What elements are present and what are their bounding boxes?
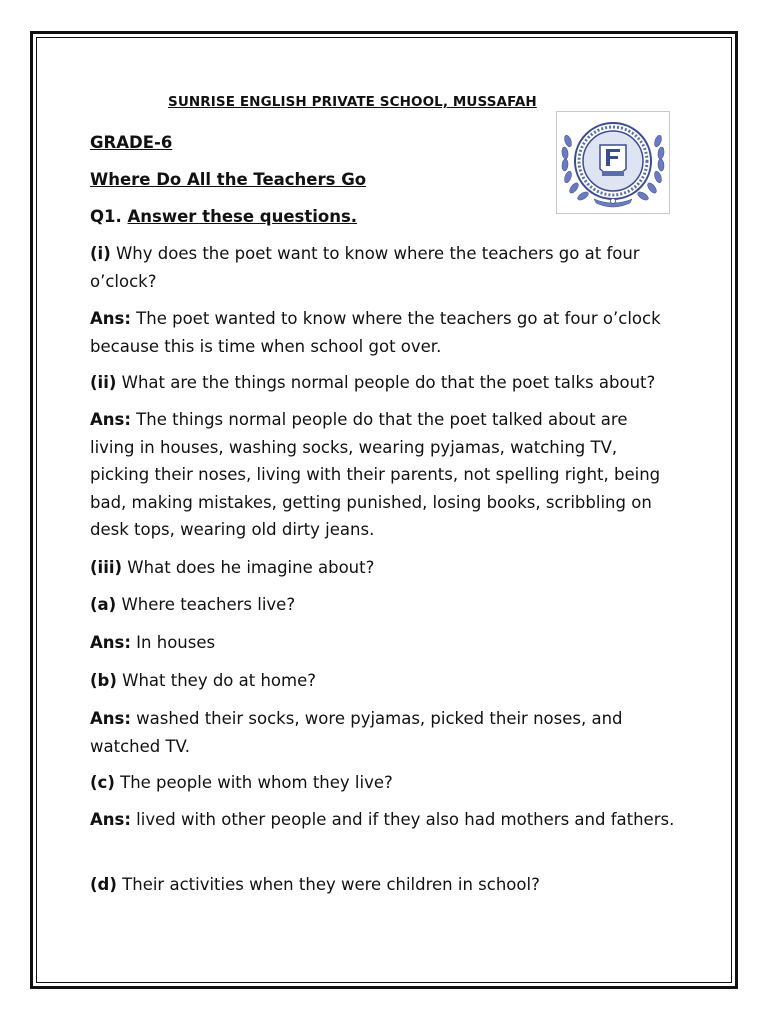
question-text: The people with whom they live? [114, 773, 393, 792]
question-text: Where teachers live? [116, 595, 296, 614]
answer-label: Ans: [90, 410, 131, 429]
answer-label: Ans: [90, 633, 131, 652]
answer-text: In houses [130, 633, 216, 652]
q1-instruction: Answer these questions. [127, 207, 358, 226]
school-crest-icon [556, 111, 670, 214]
question-ii [90, 369, 675, 397]
question-number: (b) [90, 671, 117, 690]
answer-i [90, 305, 675, 360]
question-text: What they do at home? [116, 671, 317, 690]
lesson-title: Where Do All the Teachers Go [90, 170, 367, 189]
answer-b [90, 705, 675, 760]
question-text: What are the things normal people do that the poet talks about? [116, 373, 656, 392]
crest-book [602, 171, 624, 176]
question-text: Their activities when they were children in school? [116, 875, 540, 894]
school-name: SUNRISE ENGLISH PRIVATE SCHOOL, MUSSAFAH [168, 94, 537, 110]
answer-text: The poet wanted to know where the teachers go at four o’clock because this is time when school got over. [90, 309, 661, 356]
answer-ii [90, 406, 675, 544]
question-number: (c) [90, 773, 115, 792]
answer-label: Ans: [90, 810, 131, 829]
grade-heading: GRADE-6 [90, 133, 173, 152]
question-number: (iii) [90, 558, 123, 577]
question-number: (a) [90, 595, 117, 614]
question-text: What does he imagine about? [122, 558, 375, 577]
q1-label: Q1. [90, 207, 122, 226]
answer-text: The things normal people do that the poet talked about are living in houses, washing socks, wearing pyjamas, watching TV, picking their noses, living with their parents, not spelling right, being bad, making mistakes, getting punished, losing books, scribbling on desk tops, wearing old dirty jeans. [90, 410, 661, 539]
question-number: (i) [90, 244, 111, 263]
question-a [90, 591, 675, 619]
question-iii [90, 554, 675, 582]
answer-c [90, 806, 675, 834]
question-number: (ii) [90, 373, 117, 392]
answer-label: Ans: [90, 309, 131, 328]
answer-a [90, 629, 675, 657]
answer-text: lived with other people and if they also had mothers and fathers. [130, 810, 675, 829]
answer-label: Ans: [90, 709, 131, 728]
answer-text: washed their socks, wore pyjamas, picked their noses, and watched TV. [90, 709, 623, 756]
question-text: Why does the poet want to know where the teachers go at four o’clock? [90, 244, 640, 291]
question-d [90, 871, 675, 899]
question-c [90, 769, 675, 797]
question-b [90, 667, 675, 695]
q1-heading [90, 207, 357, 227]
crest-ribbon-knot [611, 199, 616, 204]
question-number: (d) [90, 875, 117, 894]
question-i [90, 240, 675, 295]
